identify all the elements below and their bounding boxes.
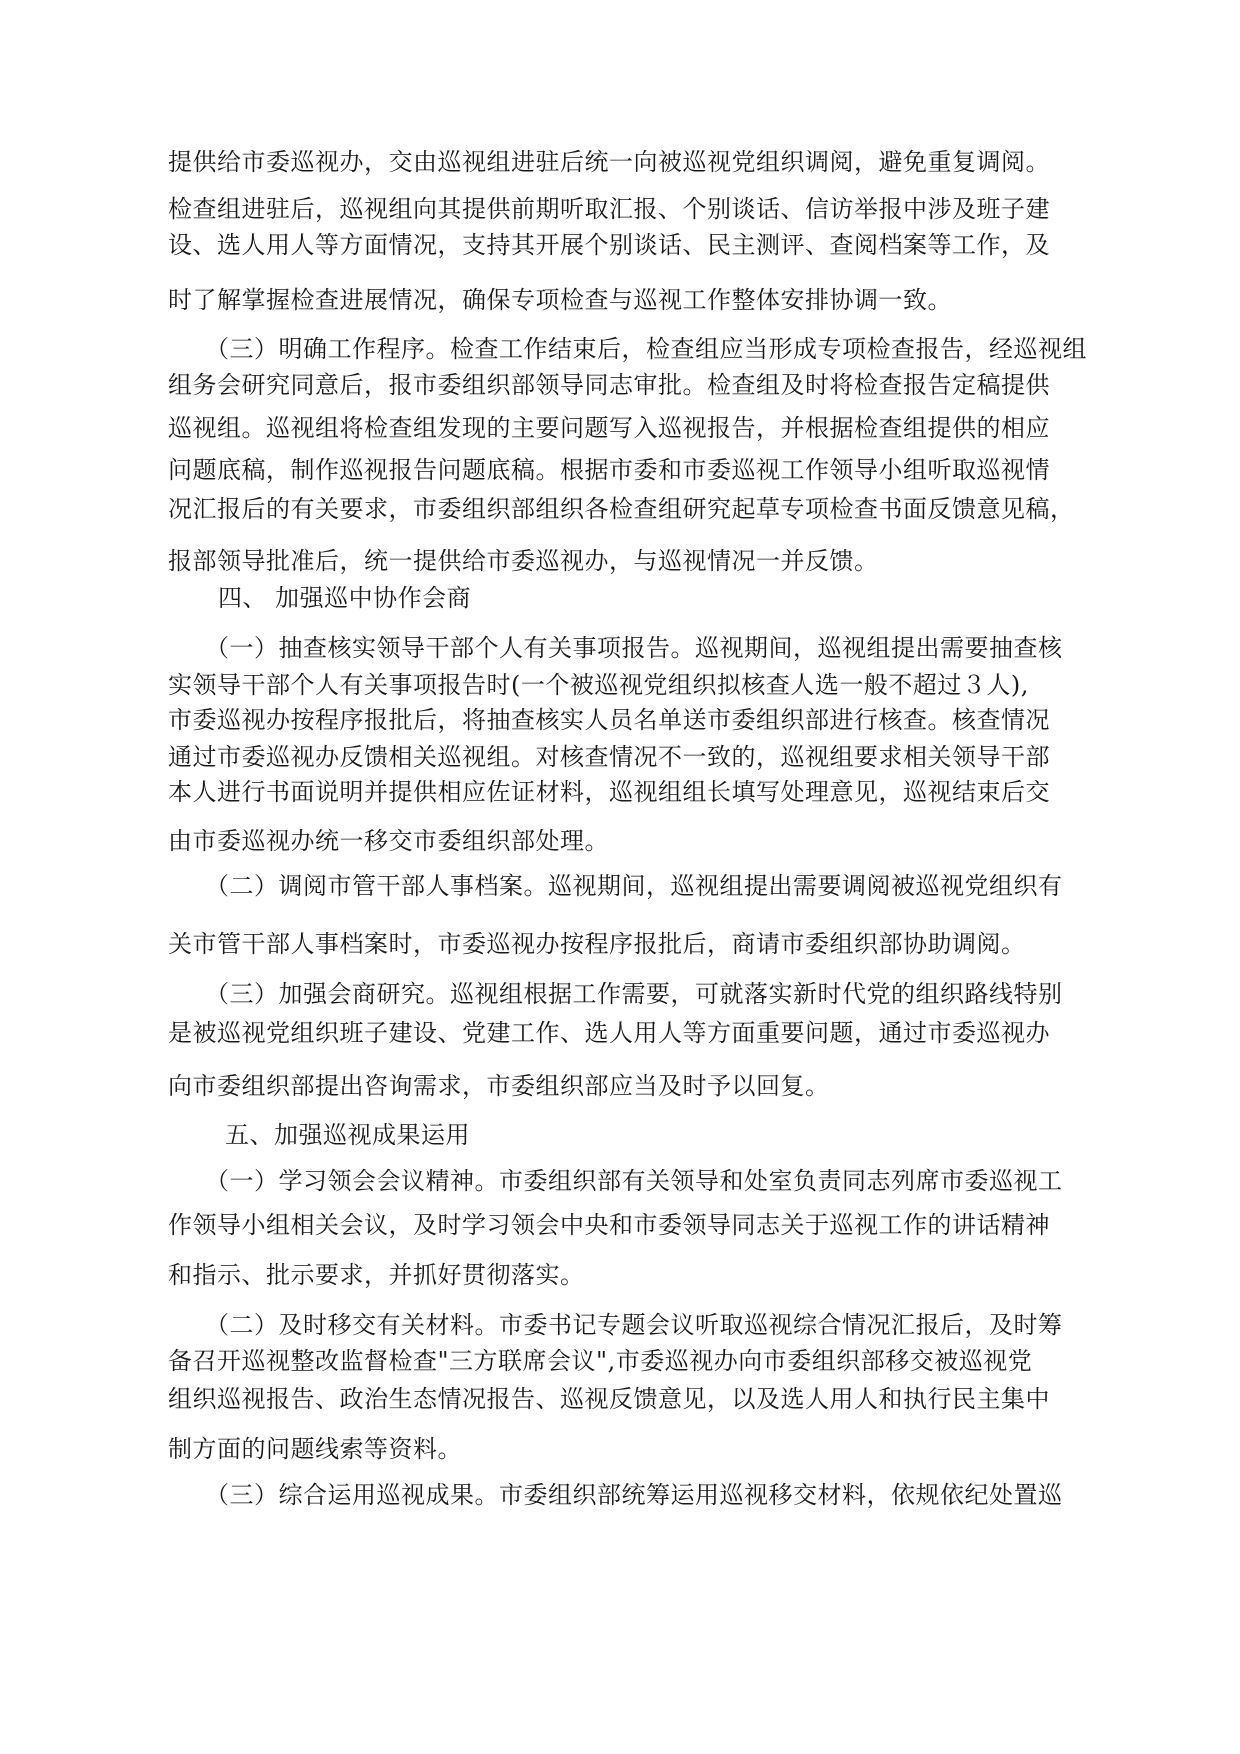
- text-line: 时了解掌握检查进展情况，确保专项检查与巡视工作整体安排协调一致。: [168, 286, 952, 314]
- text-line: 备召开巡视整改监督检查"三方联席会议",市委巡视办向市委组织部移交被巡视党: [168, 1347, 1033, 1375]
- text-line: （二）调阅市管干部人事档案。巡视期间，巡视组提出需要调阅被巡视党组织有: [205, 872, 1063, 900]
- text-line: （三）综合运用巡视成果。市委组织部统筹运用巡视移交材料，依规依纪处置巡: [205, 1481, 1063, 1509]
- text-line: 由市委巡视办统一移交市委组织部处理。: [168, 827, 609, 855]
- text-line: 设、选人用人等方面情况，支持其开展个别谈话、民主测评、查阅档案等工作，及: [168, 231, 1050, 259]
- text-line: 况汇报后的有关要求，市委组织部组织各检查组研究起草专项检查书面反馈意见稿，: [168, 495, 1075, 523]
- text-line: （一）抽查核实领导干部个人有关事项报告。巡视期间，巡视组提出需要抽查核: [205, 634, 1063, 662]
- text-line: （三）加强会商研究。巡视组根据工作需要，可就落实新时代党的组织路线特别: [205, 980, 1063, 1008]
- text-line: 制方面的问题线索等资料。: [168, 1435, 462, 1463]
- text-line: 巡视组。巡视组将检查组发现的主要问题写入巡视报告，并根据检查组提供的相应: [168, 414, 1050, 442]
- section-heading: 五、加强巡视成果运用: [225, 1121, 470, 1149]
- text-line: 向市委组织部提出咨询需求，市委组织部应当及时予以回复。: [168, 1072, 830, 1100]
- text-line: 提供给市委巡视办，交由巡视组进驻后统一向被巡视党组织调阅，避免重复调阅。: [168, 148, 1050, 176]
- text-line: 检查组进驻后，巡视组向其提供前期听取汇报、个别谈话、信访举报中涉及班子建: [168, 195, 1050, 223]
- text-line: 组织巡视报告、政治生态情况报告、巡视反馈意见，以及选人用人和执行民主集中: [168, 1385, 1050, 1413]
- text-line: 报部领导批准后，统一提供给市委巡视办，与巡视情况一并反馈。: [168, 547, 879, 575]
- text-line: 是被巡视党组织班子建设、党建工作、选人用人等方面重要问题，通过市委巡视办: [168, 1019, 1050, 1047]
- text-line: 作领导小组相关会议，及时学习领会中央和市委领导同志关于巡视工作的讲话精神: [168, 1211, 1050, 1239]
- text-line: 关市管干部人事档案时，市委巡视办按程序报批后，商请市委组织部协助调阅。: [168, 930, 1026, 958]
- text-line: 组务会研究同意后，报市委组织部领导同志审批。检查组及时将检查报告定稿提供: [168, 371, 1050, 399]
- text-line: 实领导干部个人有关事项报告时(一个被巡视党组织拟核查人选一般不超过３人),: [168, 671, 1029, 699]
- text-line: 问题底稿，制作巡视报告问题底稿。根据市委和市委巡视工作领导小组听取巡视情: [168, 456, 1050, 484]
- text-line: 本人进行书面说明并提供相应佐证材料，巡视组组长填写处理意见，巡视结束后交: [168, 778, 1050, 806]
- text-line: 和指示、批示要求，并抓好贯彻落实。: [168, 1261, 585, 1289]
- text-line: （三）明确工作程序。检查工作结束后，检查组应当形成专项检查报告，经巡视组: [205, 335, 1087, 363]
- text-line: （一）学习领会会议精神。市委组织部有关领导和处室负责同志列席市委巡视工: [205, 1167, 1063, 1195]
- text-line: （二）及时移交有关材料。市委书记专题会议听取巡视综合情况汇报后，及时筹: [205, 1311, 1063, 1339]
- text-line: 通过市委巡视办反馈相关巡视组。对核查情况不一致的，巡视组要求相关领导干部: [168, 743, 1050, 771]
- section-heading: 四、 加强巡中协作会商: [218, 584, 472, 612]
- text-line: 市委巡视办按程序报批后，将抽查核实人员名单送市委组织部进行核查。核查情况: [168, 706, 1050, 734]
